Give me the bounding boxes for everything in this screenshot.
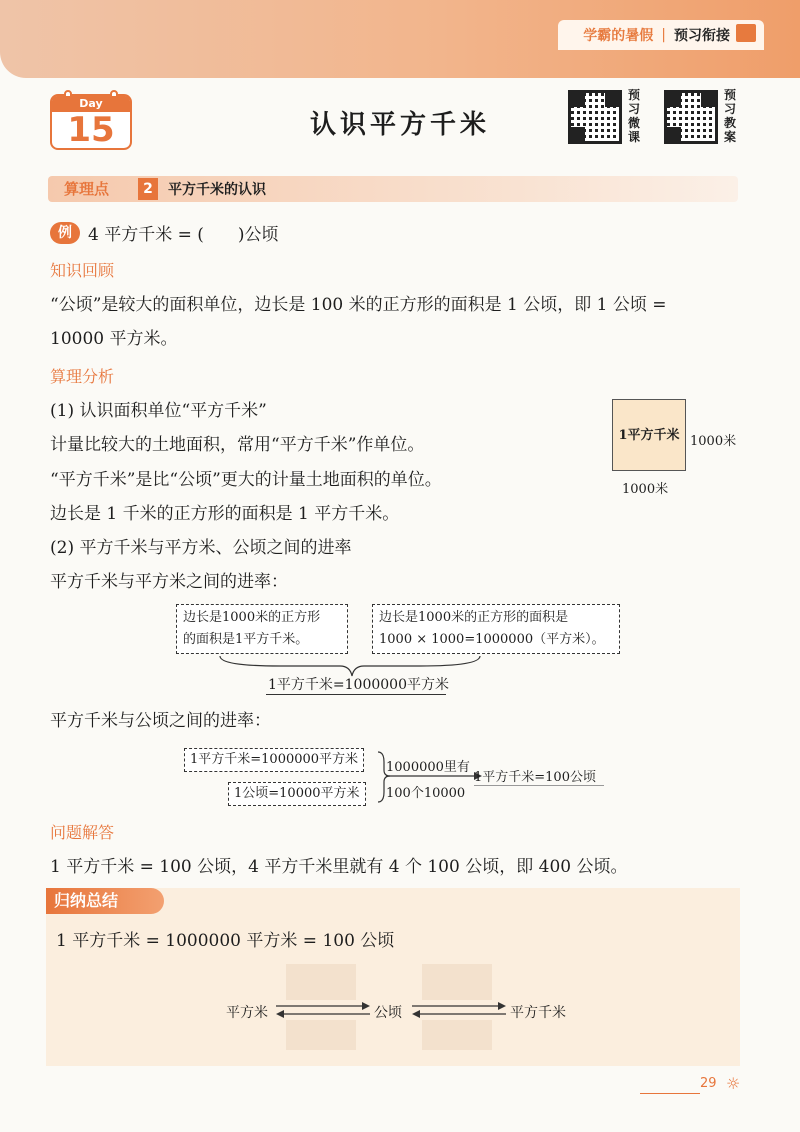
day-number: 15: [67, 110, 115, 150]
qr-label-1: 预习微课: [628, 88, 641, 144]
analysis-p3: “平方千米”是比“公顷”更大的计量土地面积的单位。: [50, 470, 442, 490]
qr-label-2: 预习教案: [724, 88, 737, 144]
header-tab: [558, 20, 764, 50]
qr-code-icon[interactable]: [568, 90, 622, 144]
summary-unit-2: 公顷: [374, 1005, 402, 1021]
day-badge: [50, 94, 132, 150]
sun-icon: ☼: [726, 1074, 741, 1093]
square-bottom-label: 1000米: [622, 482, 669, 497]
review-line-2: 10000 平方米。: [50, 329, 178, 349]
box1-line-2: 的面积是1平方千米。: [183, 632, 309, 647]
section-title: 平方千米的认识: [168, 182, 266, 198]
analysis-p2: 计量比较大的土地面积，常用“平方千米”作单位。: [50, 435, 425, 455]
mid-bottom-label: 100个10000: [386, 786, 466, 801]
box2-line-1: 边长是1000米的正方形的面积是: [379, 610, 569, 625]
result-1: 1平方千米=1000000平方米: [268, 677, 449, 693]
analysis-heading: 算理分析: [50, 367, 115, 386]
header-section: 预习衔接: [674, 28, 730, 44]
header-series: 学霸的暑假: [583, 28, 654, 44]
header-separator: |: [661, 27, 666, 43]
analysis-p4: 边长是 1 千米的正方形的面积是 1 平方千米。: [50, 504, 400, 524]
page-number: 29: [700, 1076, 717, 1091]
review-line-1: “公顷”是较大的面积单位，边长是 100 米的正方形的面积是 1 公顷，即 1 公顷 =: [50, 295, 667, 315]
analysis-p1: (1) 认识面积单位“平方千米”: [50, 401, 267, 421]
page-title: 认识平方千米: [309, 110, 490, 140]
book-icon: [736, 24, 756, 42]
small-box-1: 1平方千米=1000000平方米: [184, 748, 364, 772]
dashed-box-2: [372, 604, 620, 654]
analysis-p5: (2) 平方千米与平方米、公顷之间的进率: [50, 538, 352, 558]
square-inside-label: 1平方千米: [618, 428, 680, 443]
qr-code-icon[interactable]: [664, 90, 718, 144]
dashed-box-1: [176, 604, 348, 654]
summary-tag: 归纳总结: [46, 888, 164, 914]
analysis-p6: 平方千米与平方米之间的进率：: [50, 572, 288, 592]
review-heading: 知识回顾: [50, 261, 115, 280]
summary-unit-3: 平方千米: [510, 1005, 566, 1021]
summary-formula: 1 平方千米 = 1000000 平方米 = 100 公顷: [56, 931, 395, 951]
example-icon: 例: [50, 222, 80, 244]
square-right-label: 1000米: [690, 434, 737, 449]
mid-top-label: 1000000里有: [386, 760, 470, 775]
small-box-2: 1公顷=10000平方米: [228, 782, 366, 806]
conversion-arrows-icon: [272, 962, 512, 1052]
result-2-underline: [474, 785, 604, 786]
section-number: 2: [138, 178, 158, 200]
day-label: Day: [52, 96, 130, 112]
answer-heading: 问题解答: [50, 823, 115, 842]
result-1-underline: [266, 694, 446, 695]
box2-line-2: 1000 × 1000=1000000（平方米）。: [379, 632, 605, 647]
result-2: 1平方千米=100公顷: [474, 770, 596, 785]
answer-text: 1 平方千米 = 100 公顷，4 平方千米里就有 4 个 100 公顷，即 400 公顷。: [50, 857, 628, 877]
box1-line-1: 边长是1000米的正方形: [183, 610, 321, 625]
analysis-p7: 平方千米与公顷之间的进率：: [50, 711, 271, 731]
example-text: 4 平方千米 = ( )公顷: [88, 225, 279, 245]
page-line: [640, 1093, 700, 1094]
section-label: 算理点: [64, 180, 110, 198]
summary-unit-1: 平方米: [226, 1005, 268, 1021]
